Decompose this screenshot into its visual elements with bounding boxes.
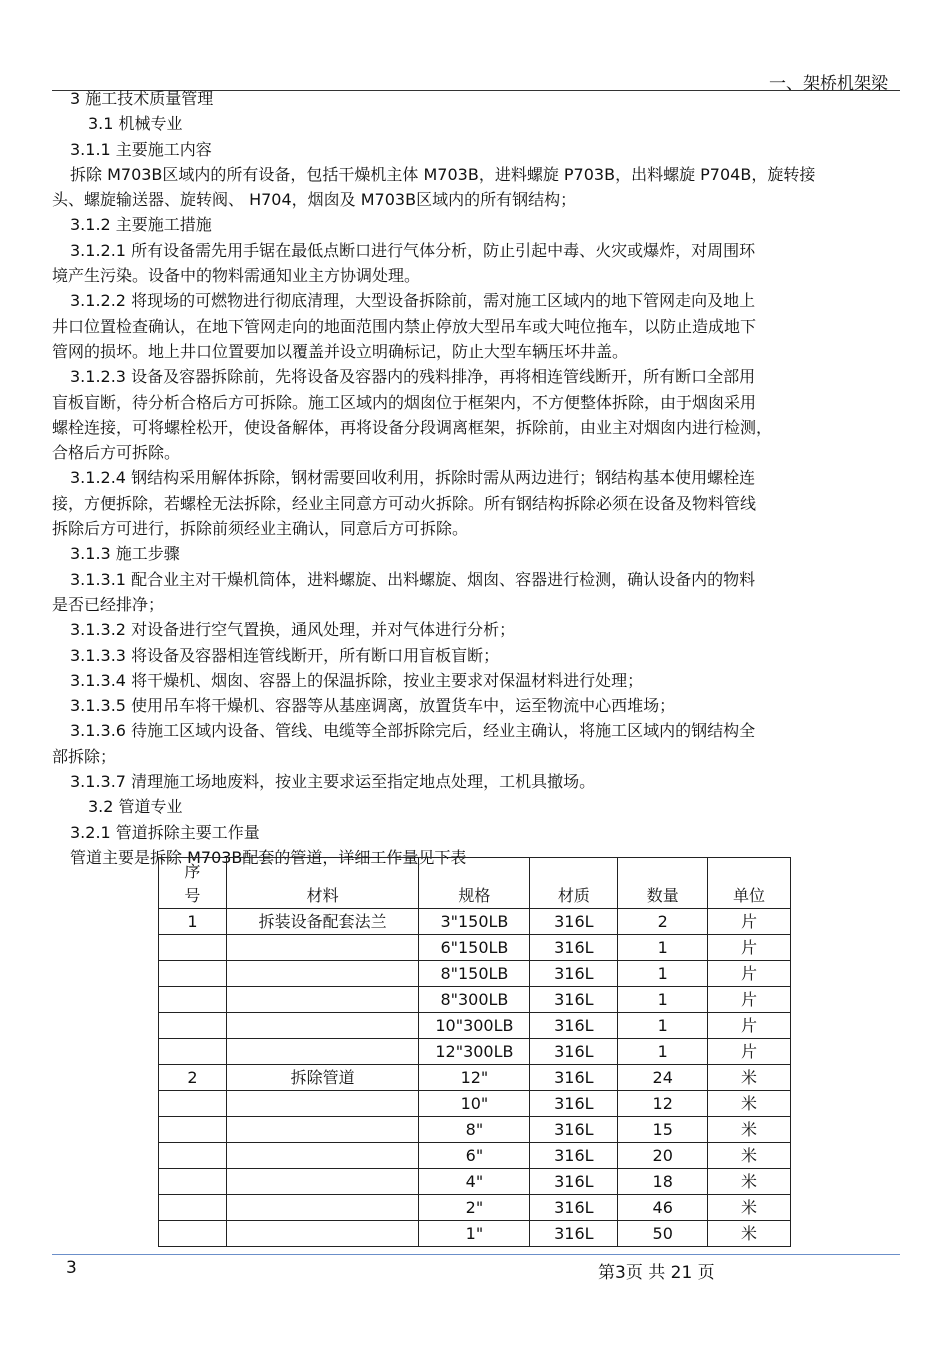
cell-spec: 1": [419, 1221, 530, 1247]
cell-qty: 46: [618, 1195, 708, 1221]
paragraph-line: 接，方便拆除，若螺栓无法拆除，经业主同意方可动火拆除。所有钢结构拆除必须在设备及物料管线: [52, 493, 757, 513]
cell-unit: 片: [708, 961, 791, 987]
cell-material: [226, 1013, 419, 1039]
cell-unit: 米: [708, 1169, 791, 1195]
cell-no: [159, 987, 227, 1013]
table-row: [159, 1065, 791, 1091]
cell-unit: 片: [708, 987, 791, 1013]
cell-unit: 片: [708, 1013, 791, 1039]
table-body: [159, 909, 791, 1247]
paragraph-line: 3.1.3.6 待施工区域内设备、管线、电缆等全部拆除完后，经业主确认，将施工区域内的钢结构全: [70, 721, 756, 741]
paragraph-line: 管道主要是拆除 M703B配套的管道，详细工作量见下表: [70, 847, 467, 867]
paragraph-line: 管网的损坏。地上井口位置要加以覆盖并设立明确标记，防止大型车辆压坏井盖。: [52, 341, 629, 361]
table-row: [159, 935, 791, 961]
paragraph-line: 境产生污染。设备中的物料需通知业主方协调处理。: [52, 266, 421, 286]
cell-spec: 10": [419, 1091, 530, 1117]
cell-no: [159, 1169, 227, 1195]
cell-grade: 316L: [530, 1169, 618, 1195]
table-row: [159, 1039, 791, 1065]
cell-material: 拆装设备配套法兰: [226, 909, 419, 935]
paragraph-line: 3.1.3.7 清理施工场地废料，按业主要求运至指定地点处理，工机具撤场。: [70, 772, 596, 792]
cell-grade: 316L: [530, 1065, 618, 1091]
cell-material: [226, 961, 419, 987]
cell-material: [226, 987, 419, 1013]
cell-qty: 18: [618, 1169, 708, 1195]
section-heading: 3.1 机械专业: [88, 114, 183, 134]
paragraph-line: 3.1.2.1 所有设备需先用手锯在最低点断口进行气体分析，防止引起中毒、火灾或爆炸，对周围环: [70, 240, 756, 260]
cell-unit: 片: [708, 1039, 791, 1065]
cell-material: [226, 1143, 419, 1169]
cell-qty: 24: [618, 1065, 708, 1091]
table-row: [159, 1091, 791, 1117]
section-heading: 3 施工技术质量管理: [70, 89, 214, 108]
table-row: [159, 1221, 791, 1247]
body-content: [52, 86, 897, 870]
cell-qty: 12: [618, 1091, 708, 1117]
paragraph-line: 3.1.3.4 将干燥机、烟囱、容器上的保温拆除，按业主要求对保温材料进行处理；: [70, 670, 644, 690]
cell-unit: 米: [708, 1091, 791, 1117]
table-row: [159, 987, 791, 1013]
cell-no: 1: [159, 909, 227, 935]
cell-spec: 6"150LB: [419, 935, 530, 961]
footer-rule: [52, 1254, 900, 1255]
cell-grade: 316L: [530, 987, 618, 1013]
cell-grade: 316L: [530, 961, 618, 987]
cell-qty: 1: [618, 935, 708, 961]
cell-material: [226, 1117, 419, 1143]
cell-grade: 316L: [530, 1091, 618, 1117]
cell-spec: 10"300LB: [419, 1013, 530, 1039]
header-grade: 材质: [530, 858, 618, 909]
cell-material: 拆除管道: [226, 1065, 419, 1091]
cell-spec: 12"300LB: [419, 1039, 530, 1065]
paragraph-line: 盲板盲断，待分析合格后方可拆除。施工区域内的烟囱位于框架内，不方便整体拆除，由于烟囱采用: [52, 392, 757, 412]
cell-unit: 片: [708, 909, 791, 935]
cell-unit: 米: [708, 1065, 791, 1091]
section-heading: 3.1.3 施工步骤: [70, 544, 180, 564]
paragraph-line: 3.1.2.4 钢结构采用解体拆除，钢材需要回收利用，拆除时需从两边进行；钢结构基本使用螺栓连: [70, 468, 756, 488]
workload-table: [158, 857, 791, 1247]
paragraph-line: 3.1.2.3 设备及容器拆除前，先将设备及容器内的残料排净，再将相连管线断开，所有断口全部用: [70, 367, 756, 387]
cell-spec: 4": [419, 1169, 530, 1195]
cell-material: [226, 1221, 419, 1247]
cell-qty: 1: [618, 1039, 708, 1065]
table-header-row: [159, 858, 791, 909]
table-row: [159, 909, 791, 935]
paragraph-line: 拆除 M703B区域内的所有设备，包括干燥机主体 M703B，进料螺旋 P703B，出料螺旋 P704B，旋转接: [70, 164, 816, 184]
header-material: 材料: [226, 858, 419, 909]
cell-spec: 8"150LB: [419, 961, 530, 987]
cell-qty: 1: [618, 961, 708, 987]
cell-no: [159, 1013, 227, 1039]
cell-qty: 50: [618, 1221, 708, 1247]
cell-no: [159, 961, 227, 987]
paragraph-line: 3.1.3.5 使用吊车将干燥机、容器等从基座调离，放置货车中，运至物流中心西堆场；: [70, 696, 676, 716]
paragraph-line: 井口位置检查确认，在地下管网走向的地面范围内禁止停放大型吊车或大吨位拖车，以防止造成地下: [52, 316, 757, 336]
paragraph-line: 螺栓连接，可将螺栓松开，使设备解体，再将设备分段调离框架，拆除前，由业主对烟囱内进行检测，: [52, 417, 773, 437]
cell-material: [226, 1195, 419, 1221]
header-unit: 单位: [708, 858, 791, 909]
cell-unit: 片: [708, 935, 791, 961]
cell-qty: 1: [618, 1013, 708, 1039]
section-heading: 3.2 管道专业: [88, 797, 183, 817]
cell-unit: 米: [708, 1221, 791, 1247]
cell-material: [226, 935, 419, 961]
section-heading: 3.2.1 管道拆除主要工作量: [70, 822, 260, 842]
header-no: [159, 858, 227, 909]
cell-spec: 8": [419, 1117, 530, 1143]
cell-material: [226, 1039, 419, 1065]
table-row: [159, 1169, 791, 1195]
cell-grade: 316L: [530, 909, 618, 935]
header-qty: 数量: [618, 858, 708, 909]
paragraph-line: 头、螺旋输送器、旋转阀、 H704，烟囱及 M703B区域内的所有钢结构；: [52, 190, 577, 210]
table-row: [159, 1117, 791, 1143]
cell-qty: 15: [618, 1117, 708, 1143]
table-row: [159, 1143, 791, 1169]
cell-grade: 316L: [530, 1013, 618, 1039]
header-title: 一、架桥机架梁: [769, 74, 888, 94]
paragraph-line: 合格后方可拆除。: [52, 443, 181, 463]
cell-grade: 316L: [530, 1221, 618, 1247]
cell-no: [159, 1195, 227, 1221]
cell-spec: 6": [419, 1143, 530, 1169]
paragraph-line: 3.1.3.3 将设备及容器相连管线断开，所有断口用盲板盲断；: [70, 645, 500, 665]
cell-grade: 316L: [530, 935, 618, 961]
paragraph-line: 3.1.3.1 配合业主对干燥机筒体，进料螺旋、出料螺旋、烟囱、容器进行检测，确认设备内的物料: [70, 569, 756, 589]
cell-qty: 1: [618, 987, 708, 1013]
header-no-line1: 序: [184, 862, 201, 881]
cell-no: [159, 1039, 227, 1065]
table-row: [159, 1013, 791, 1039]
footer-number: 3: [66, 1258, 77, 1278]
section-heading: 3.1.1 主要施工内容: [70, 139, 212, 159]
cell-grade: 316L: [530, 1143, 618, 1169]
table-row: [159, 1195, 791, 1221]
cell-no: [159, 1091, 227, 1117]
cell-grade: 316L: [530, 1195, 618, 1221]
cell-no: 2: [159, 1065, 227, 1091]
cell-grade: 316L: [530, 1039, 618, 1065]
paragraph-line: 拆除后方可进行，拆除前须经业主确认，同意后方可拆除。: [52, 519, 469, 539]
cell-qty: 2: [618, 909, 708, 935]
cell-material: [226, 1091, 419, 1117]
cell-unit: 米: [708, 1117, 791, 1143]
cell-grade: 316L: [530, 1117, 618, 1143]
cell-spec: 8"300LB: [419, 987, 530, 1013]
cell-unit: 米: [708, 1195, 791, 1221]
header-no-line2: 号: [184, 886, 201, 905]
cell-spec: 3"150LB: [419, 909, 530, 935]
footer-page-indicator: 第3页 共 21 页: [598, 1263, 715, 1283]
section-heading: 3.1.2 主要施工措施: [70, 215, 212, 235]
table-row: [159, 961, 791, 987]
header-spec: 规格: [419, 858, 530, 909]
paragraph-line: 3.1.3.2 对设备进行空气置换，通风处理，并对气体进行分析；: [70, 620, 516, 640]
cell-no: [159, 1117, 227, 1143]
cell-unit: 米: [708, 1143, 791, 1169]
paragraph-line: 部拆除；: [52, 746, 117, 766]
cell-material: [226, 1169, 419, 1195]
cell-qty: 20: [618, 1143, 708, 1169]
cell-no: [159, 1221, 227, 1247]
cell-no: [159, 935, 227, 961]
paragraph-line: 3.1.2.2 将现场的可燃物进行彻底清理，大型设备拆除前，需对施工区域内的地下管网走向及地上: [70, 291, 756, 311]
paragraph-line: 是否已经排净；: [52, 594, 165, 614]
cell-no: [159, 1143, 227, 1169]
cell-spec: 12": [419, 1065, 530, 1091]
cell-spec: 2": [419, 1195, 530, 1221]
